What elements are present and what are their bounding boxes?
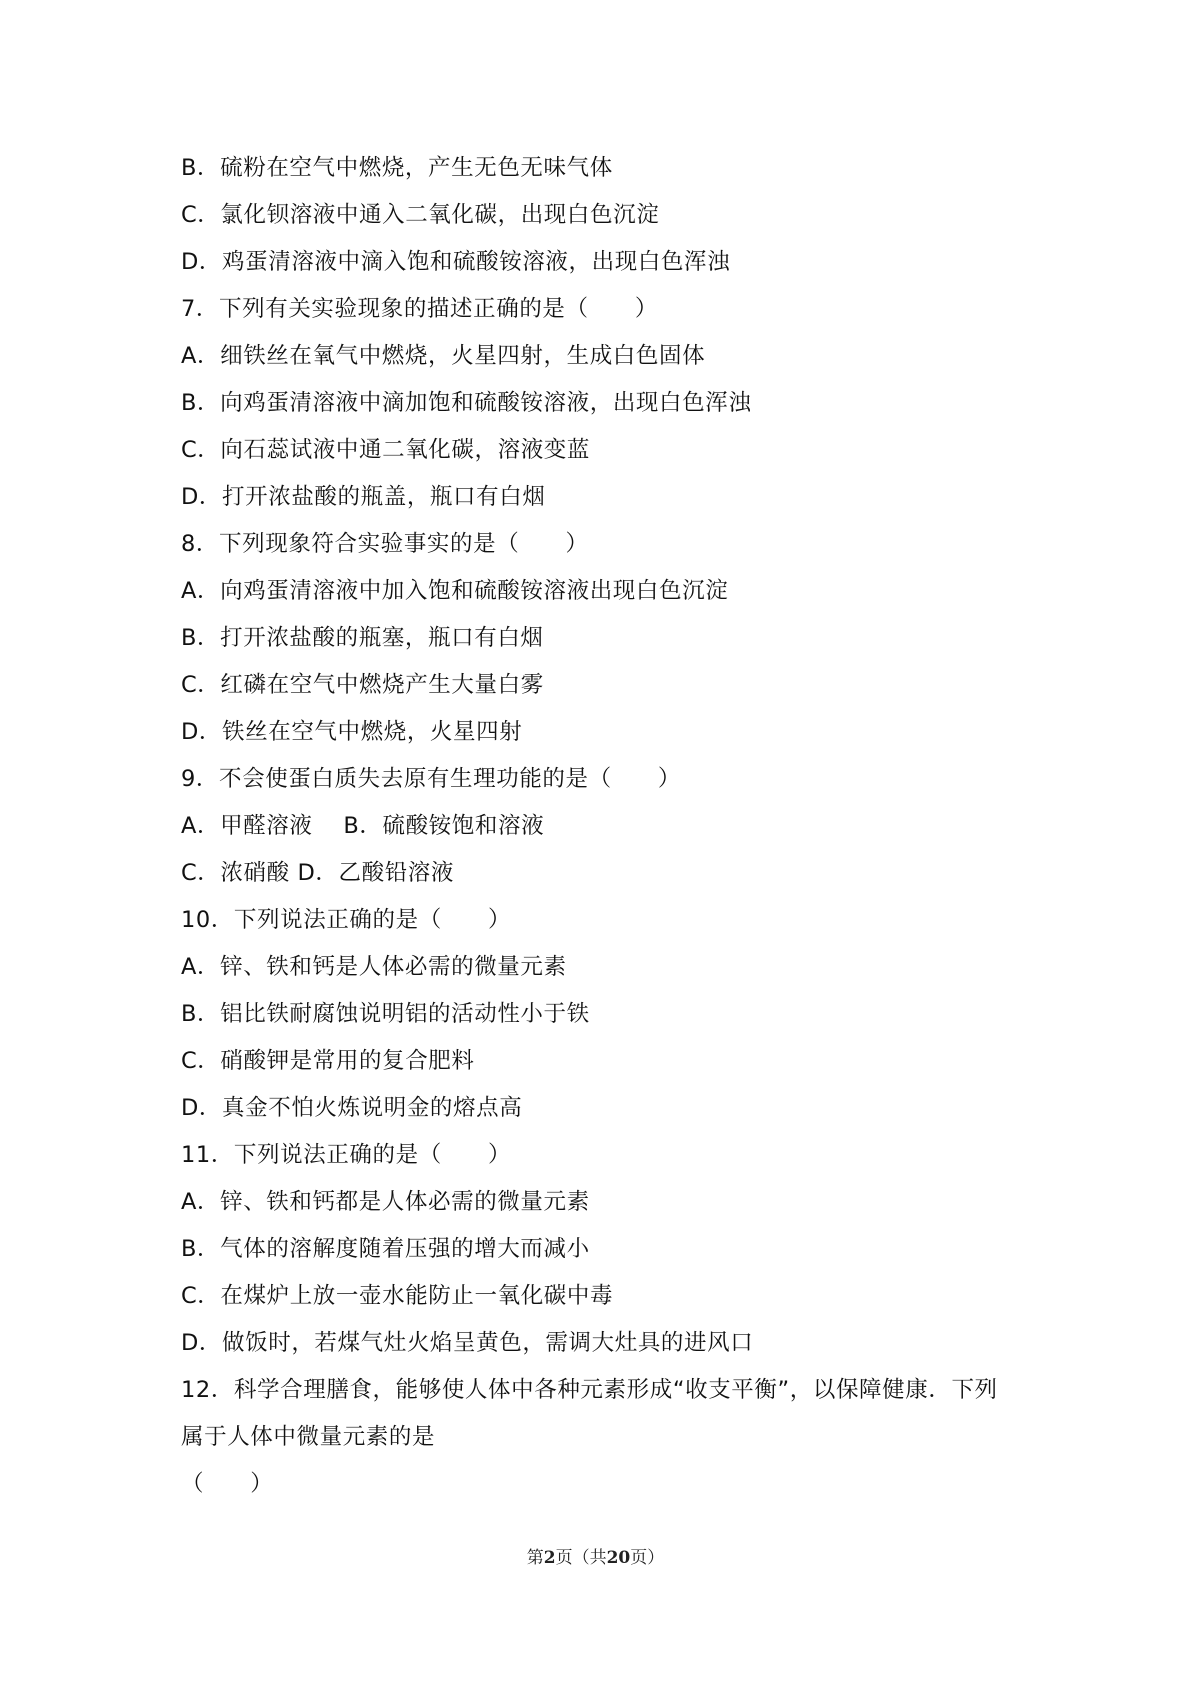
footer-suffix: 页） [630, 1548, 665, 1568]
text-line: C．硝酸钾是常用的复合肥料 [181, 1048, 475, 1074]
text-line: D．铁丝在空气中燃烧，火星四射 [181, 719, 523, 745]
total-pages: 20 [606, 1548, 631, 1568]
text-line: D．真金不怕火炼说明金的熔点高 [181, 1095, 523, 1121]
question-11-stem: 11．下列说法正确的是（ ） [181, 1142, 512, 1168]
footer-middle: 页（共 [555, 1548, 607, 1568]
text-line: B．向鸡蛋清溶液中滴加饱和硫酸铵溶液，出现白色浑浊 [181, 390, 752, 416]
page-footer [0, 1543, 1191, 1568]
question-7-stem: 7．下列有关实验现象的描述正确的是（ ） [181, 296, 658, 322]
question-text-block [181, 145, 1041, 1508]
text-line: C．红磷在空气中燃烧产生大量白雾 [181, 672, 544, 698]
question-8-stem: 8．下列现象符合实验事实的是（ ） [181, 531, 589, 557]
text-line: A．甲醛溶液 B．硫酸铵饱和溶液 [181, 813, 545, 839]
text-line: A．锌、铁和钙都是人体必需的微量元素 [181, 1189, 590, 1215]
answer-blank: （ ） [181, 1471, 274, 1497]
question-10-stem: 10．下列说法正确的是（ ） [181, 907, 512, 933]
text-line: B．硫粉在空气中燃烧，产生无色无味气体 [181, 155, 613, 181]
text-line: C．向石蕊试液中通二氧化碳，溶液变蓝 [181, 437, 591, 463]
text-line: C．浓硝酸 D．乙酸铅溶液 [181, 860, 454, 886]
text-line: D．打开浓盐酸的瓶盖，瓶口有白烟 [181, 484, 546, 510]
text-line: B．铝比铁耐腐蚀说明铝的活动性小于铁 [181, 1001, 590, 1027]
text-line: C．在煤炉上放一壶水能防止一氧化碳中毒 [181, 1283, 614, 1309]
text-line: B．气体的溶解度随着压强的增大而减小 [181, 1236, 590, 1262]
question-9-stem: 9．不会使蛋白质失去原有生理功能的是（ ） [181, 766, 682, 792]
text-line: D．做饭时，若煤气灶火焰呈黄色，需调大灶具的进风口 [181, 1330, 754, 1356]
text-line: D．鸡蛋清溶液中滴入饱和硫酸铵溶液，出现白色浑浊 [181, 249, 731, 275]
text-line: A．向鸡蛋清溶液中加入饱和硫酸铵溶液出现白色沉淀 [181, 578, 729, 604]
text-line: B．打开浓盐酸的瓶塞，瓶口有白烟 [181, 625, 544, 651]
text-line: A．锌、铁和钙是人体必需的微量元素 [181, 954, 567, 980]
question-12-stem: 12．科学合理膳食，能够使人体中各种元素形成“收支平衡”，以保障健康．下列 [181, 1377, 998, 1403]
text-line: A．细铁丝在氧气中燃烧，火星四射，生成白色固体 [181, 343, 706, 369]
page-number: 2 [543, 1548, 556, 1568]
footer-prefix: 第 [526, 1548, 544, 1568]
text-line: 属于人体中微量元素的是 [181, 1424, 436, 1450]
text-line: C．氯化钡溶液中通入二氧化碳，出现白色沉淀 [181, 202, 660, 228]
